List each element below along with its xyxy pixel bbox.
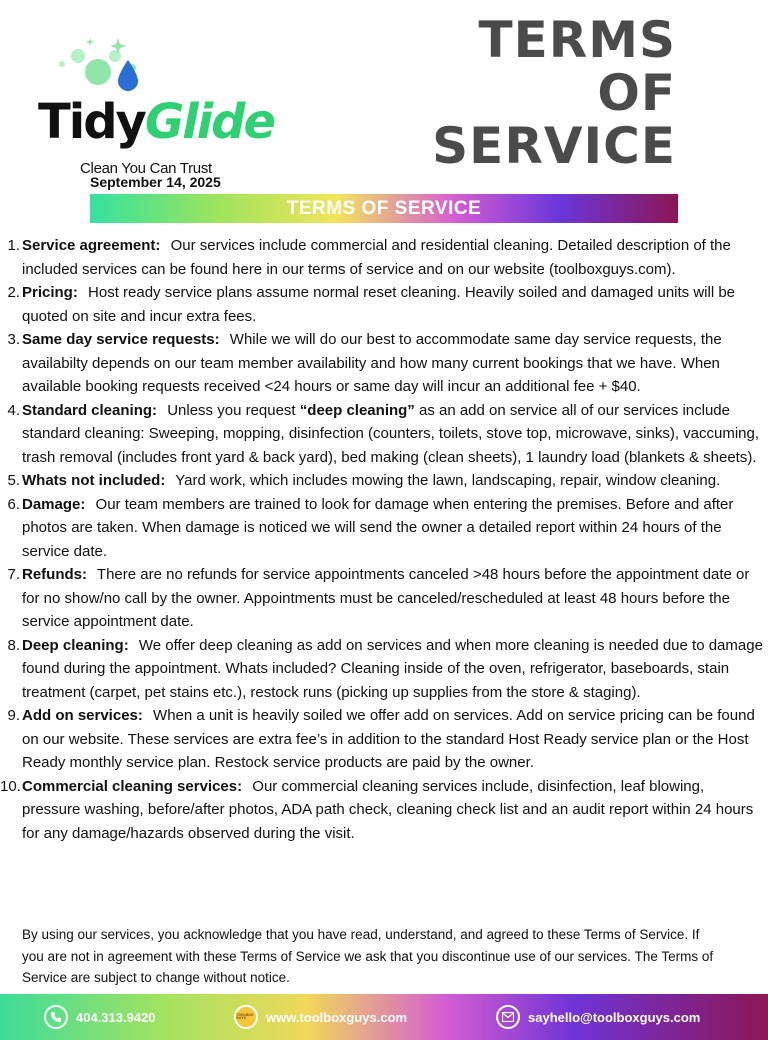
- term-item: [0, 281, 768, 328]
- phone-number: 404.313.9420: [76, 1009, 156, 1025]
- term-body: While we will do our best to accommodate same day service requests, the availabilty depends on our team member availability and how many current bookings that we have. When available booking requests received <24 hours or same day will incur an additional fee + $40.: [22, 331, 722, 395]
- section-banner: TERMS OF SERVICE: [90, 194, 678, 223]
- term-number: 2.: [7, 284, 20, 301]
- title-line: TERMS: [478, 11, 676, 69]
- document-date: September 14, 2025: [90, 174, 221, 190]
- brand-wordmark: [38, 94, 275, 150]
- brand-name-tidy: Tidy: [38, 94, 145, 150]
- term-number: 9.: [7, 707, 20, 724]
- term-heading: Add on services:: [22, 707, 143, 724]
- term-item: [0, 234, 768, 281]
- term-body: Yard work, which includes mowing the lawn, landscaping, repair, window cleaning.: [175, 472, 721, 489]
- term-body: Our team members are trained to look for damage when entering the premises. Before and after photos are taken. When damage is noticed we will send the owner a detailed report within 24 hours of the service date.: [22, 495, 734, 560]
- term-body: There are no refunds for service appointments canceled >48 hours before the appointment date or for no show/no call by the owner. Appointments must be canceled/rescheduled at least 48 hours before the service appointment date.: [22, 566, 750, 630]
- title-line: SERVICE: [432, 117, 676, 175]
- term-body-intro: Unless you request: [167, 401, 300, 419]
- term-number: 10.: [0, 777, 21, 795]
- term-item: [0, 704, 768, 775]
- agreement-notice: By using our services, you acknowledge that you have read, understand, and agreed to these Terms of Service. If you are not in agreement with these Terms of Service we ask that you discontinue use of our services. The Terms of Service are subject to change without notice.: [22, 927, 714, 985]
- term-item: [0, 399, 768, 470]
- footer-phone[interactable]: [44, 1004, 156, 1030]
- email-link[interactable]: sayhello@toolboxguys.com: [528, 1009, 701, 1025]
- term-heading: Refunds:: [22, 566, 87, 583]
- term-number: 3.: [7, 331, 20, 348]
- brand-name-glide: Glide: [144, 94, 275, 150]
- term-heading: Same day service requests:: [22, 331, 220, 348]
- term-item: [0, 563, 768, 634]
- term-heading: Whats not included:: [22, 472, 166, 489]
- term-item: [0, 634, 768, 705]
- contact-footer: [0, 994, 768, 1040]
- term-emphasis: “deep cleaning”: [299, 401, 415, 419]
- term-heading: Service agreement:: [22, 237, 161, 254]
- mail-icon: [496, 1005, 520, 1029]
- term-number: 4.: [7, 401, 20, 419]
- term-number: 7.: [7, 566, 20, 583]
- term-heading: Damage:: [22, 495, 86, 513]
- term-item: [0, 469, 768, 493]
- brand-tagline: Clean You Can Trust: [80, 160, 212, 177]
- term-body: We offer deep cleaning as add on services and when more cleaning is needed due to damage found during the appointment. Whats included? Cleaning inside of the oven, refrigerator, baseboards, stain treatment (carpet, pet stains etc.), restock runs (picking up supplies from the store & staging).: [22, 636, 763, 701]
- toolbox-badge-icon: TOOLBOX GUYS: [234, 1005, 258, 1029]
- phone-icon: [44, 1005, 68, 1029]
- term-heading: Deep cleaning:: [22, 636, 129, 654]
- term-body: When a unit is heavily soiled we offer add on services. Add on service pricing can be found on our website. These services are extra fee’s in addition to the standard Host Ready service plan or the Host Ready monthly service plan. Restock service products are paid by the owner.: [22, 707, 755, 771]
- term-body: Our services include commercial and residential cleaning. Detailed description of the included services can be found here in our terms of service and on our website (toolboxguys.com).: [22, 237, 731, 278]
- term-heading: Commercial cleaning services:: [22, 777, 243, 795]
- term-body: Our commercial cleaning services include, disinfection, leaf blowing, pressure washing, before/after photos, ADA path check, cleaning check list and an audit report within 24 hours for any damage/hazards observed during the visit.: [22, 777, 754, 842]
- brand-logo: [18, 34, 275, 177]
- footer-website[interactable]: [234, 1004, 407, 1030]
- term-heading: Standard cleaning:: [22, 401, 158, 419]
- term-body: as an add on service all of our services include standard cleaning: Sweeping, mopping, disinfection (counters, toilets, stove top, microwave, sinks), vaccuming, trash removal (includes front yard & back yard), bed making (clean sheets), 1 laundry load (blankets & sheets).: [22, 401, 760, 466]
- term-item: [0, 775, 768, 846]
- term-number: 6.: [7, 495, 20, 513]
- term-number: 8.: [7, 636, 20, 654]
- term-item: [0, 493, 768, 564]
- website-link[interactable]: www.toolboxguys.com: [266, 1009, 408, 1025]
- term-body: Host ready service plans assume normal reset cleaning. Heavily soiled and damaged units will be quoted on site and incur extra fees.: [22, 284, 736, 325]
- terms-list: [0, 234, 768, 845]
- footer-email[interactable]: [496, 1004, 700, 1030]
- term-number: 1.: [7, 237, 20, 254]
- term-number: 5.: [7, 472, 20, 489]
- title-line: OF: [597, 64, 676, 122]
- term-heading: Pricing:: [22, 284, 78, 301]
- page-title: [432, 11, 676, 175]
- term-item: [0, 328, 768, 399]
